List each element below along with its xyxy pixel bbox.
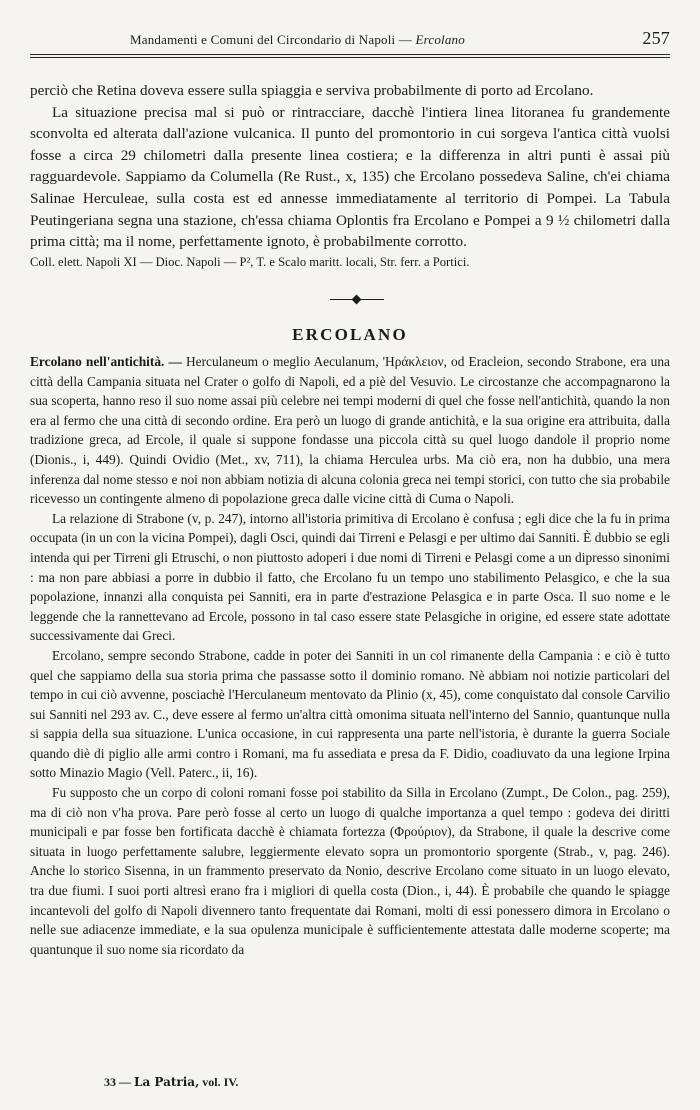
electoral-note: Coll. elett. Napoli XI — Dioc. Napoli — P², T. e Scalo maritt. locali, Str. ferr. a Portici. — [30, 254, 470, 269]
paragraph: Ercolano, sempre secondo Strabone, cadde in poter dei Sanniti in un col rimanente della Campania : e ciò è tutto quel che sappiamo della sua storia prima che passasse sotto il dominio romano. Nè abbiam noi notizie particolari del tempo in cui ciò avvenne, posciachè l'Herculaneum mentovato da Plinio (x, 45), come conquistato dal console Carvilio sui Sanniti nel 293 av. C., deve essere al fermo un'altra città omonima situata nell'interno del Sannio, quantunque nulla si sappia della sua situazione. L'unica occasione, in cui rappresenta una parte nell'istoria, è durante la guerra Sociale quando diè di piglio alle armi contro i Romani, ma fu assediata e presa da F. Didio, coadiuvato da una legione Irpina sotto Minazio Magio (Vell. Paterc., ii, 16). — [30, 647, 670, 781]
section-separator — [330, 296, 384, 304]
paragraph-lead: Ercolano nell'antichità. — — [30, 354, 182, 369]
header-rule-double — [30, 57, 670, 58]
signature-footer: 33 — La Patria, vol. IV. — [104, 1075, 239, 1089]
paragraph: Ercolano nell'antichità. — Herculaneum o meglio Aeculanum, 'Ηράκλειον, od Eracleion, secondo Strabone, era una città della Campania situata nel Crater o golfo di Napoli, ed a piè del Vesuvio. Le circostanze che accompagnarono la sua scoperta, hanno reso il suo nome assai più celebre nei tempi moderni di quel che fosse nell'antichità, quando la non era al fermo che una città di secondo ordine. Era però un luogo di grande antichità, e la sua origine era attribuita, dalla tradizione greca, ad Ercole, il quale si suppone fondasse una piccola città su quel luogo dandole il proprio nome (Dionis., i, 449). Quindi Ovidio (Met., xv, 711), la chiama Herculea urbs. Ma ciò era, non ha dubbio, una mera inferenza dal nome stesso e noi non abbiam notizia di alcuna colonia greca nei tempi storici, con tutto che sia probabile ricevesso un contingente almeno di popolazione greca dalle vicine città di Cuma o Napoli. — [30, 354, 670, 507]
continued-text — [30, 80, 670, 271]
paragraph: La relazione di Strabone (v, p. 247), intorno all'istoria primitiva di Ercolano è confusa ; egli dice che la fu in prima occupata (in un con la vicina Pompei), dagli Osci, quindi dai Tirreni e Pelasgi e per ultimo dai Sanniti. È dubbio se egli intenda qui per Tirreni gli Etruschi, o non piuttosto adoperi i due nomi di Tirreni e Pelasgi come a un dipresso sinonimi : ma non pare abbiasi a porre in dubbio il fatto, che Ercolano fu un tempo uno stabilimento Pelasgico, e che la sua popolazione, innanzi alla conquista pei Sanniti, era in parte d'estrazione Pelasgica e in parte Osca. Il suo nome e le leggende che la rannettevano ad Ercole, possono in tal caso essere state Pelasgiche in origine, ed essere state adottate successivamente dai Greci. — [30, 510, 670, 644]
section-title: ERCOLANO — [292, 325, 408, 344]
section-body — [30, 352, 670, 959]
paragraph: La situazione precisa mal si può or rintracciare, dacchè l'intiera linea litoranea fu grandemente sconvolta ed alterata dall'azione vulcanica. Il punto del promontorio in cui sorgeva l'antica città vuolsi fosse a circa 29 chilometri dalla presente linea costiera; e la differenza in altri punti è assai più ragguardevole. Sappiamo da Columella (Re Rust., x, 135) che Ercolano possedeva Saline, ch'ei chiama Salinae Herculeae, sulla costa est ed annesse immediatamente al territorio di Pompei. La Tabula Peutingeriana segna una stazione, ch'essa chiama Oplontis fra Ercolano e Pompei a 9 ½ chilometri dalla prima città; ma il nome, perfettamente ignoto, è probabilmente corrotto. — [30, 103, 670, 251]
header-rule — [30, 54, 670, 55]
work-title: La Patria, — [134, 1075, 200, 1089]
page-number: 257 — [642, 28, 670, 48]
paragraph: Fu supposto che un corpo di coloni romani fosse poi stabilito da Silla in Ercolano (Zumpt., De Colon., pag. 259), ma di ciò non v'ha prova. Pare però fosse al certo un luogo di qualche importanza a quel tempo : godeva dei diritti municipali e par fosse ben fortificata dacchè è chiamata fortezza (Φρούριον), da Strabone, il quale la descrive come situata in luogo perfettamente salubre, leggiermente elevato sopra un promontorio sporgente (Strab., v, pag. 246). Anche lo storico Sisenna, in un frammento preservato da Nonio, descrive Ercolano come situato in un luogo elevato, tra due fiumi. I suoi porti altresì erano fra i migliori di quella costa (Dion., i, 44). È probabile che quando le spiagge incantevoli del golfo di Napoli divennero tanto frequentate dai Romani, molti di essi ponessero dimora in Ercolano o nelle sue adiacenze immediate, e la sua opulenza municipale è sufficientemente attestata dalle moderne scoperte; ma quantunque il suo nome sia ricordato da — [30, 785, 670, 957]
running-title: Mandamenti e Comuni del Circondario di Napoli — Ercolano — [130, 32, 465, 47]
document-page — [30, 0, 670, 1110]
running-title-place: Ercolano — [415, 32, 465, 47]
paragraph: perciò che Retina doveva essere sulla spiaggia e serviva probabilmente di porto ad Ercolano. — [30, 82, 594, 99]
running-head — [30, 30, 670, 52]
diamond-ornament-icon — [352, 295, 362, 305]
